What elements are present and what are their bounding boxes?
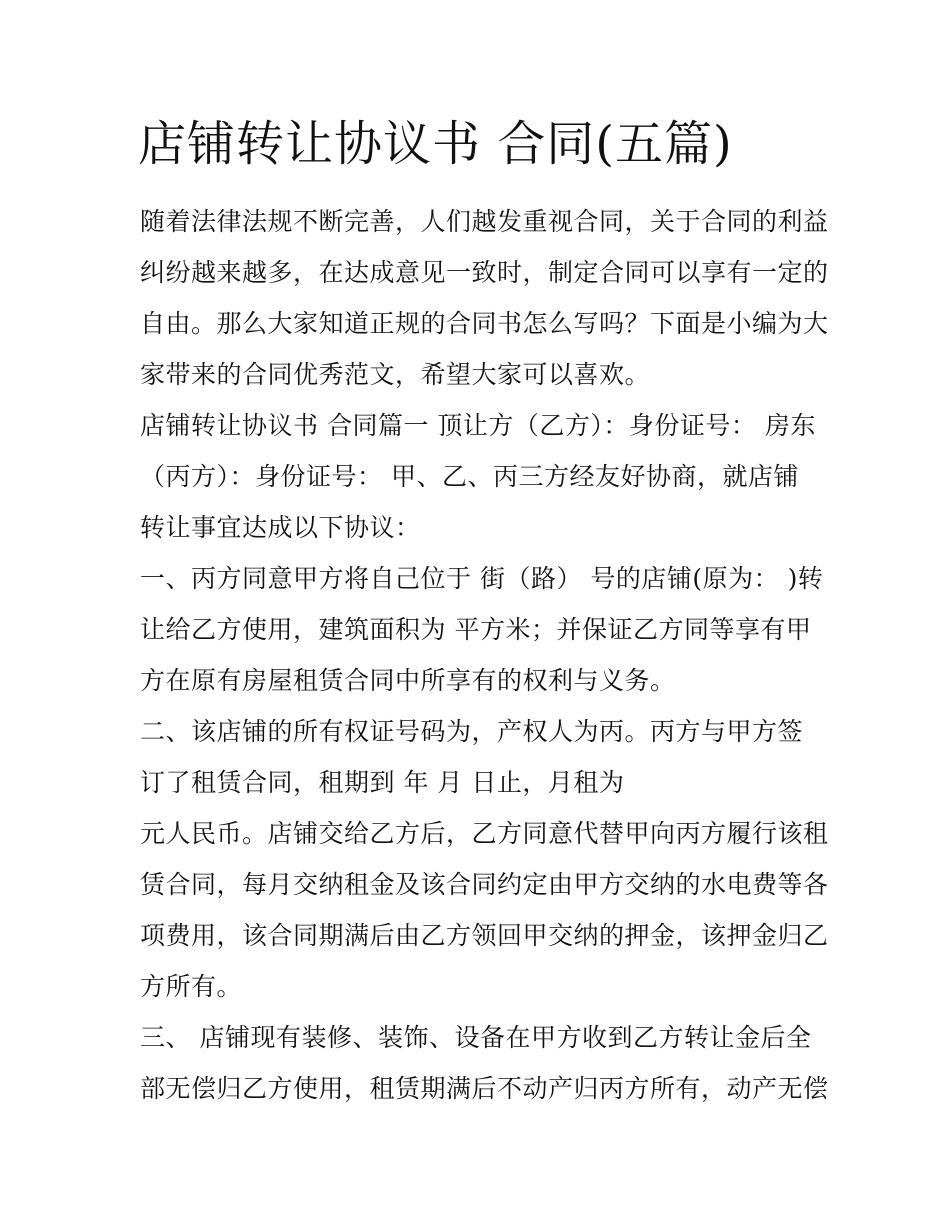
body-line: 一、丙方同意甲方将自己位于 街（路） 号的店铺(原为： )转 bbox=[140, 564, 824, 593]
body-line: 转让事宜达成以下协议： bbox=[140, 513, 421, 542]
body-line: 订了租赁合同，租期到 年 月 日止，月租为 bbox=[140, 768, 625, 797]
body-line: 家带来的合同优秀范文，希望大家可以喜欢。 bbox=[140, 360, 651, 389]
body-line: 方在原有房屋租赁合同中所享有的权利与义务。 bbox=[140, 666, 676, 695]
body-line: 赁合同，每月交纳租金及该合同约定由甲方交纳的水电费等各 bbox=[140, 870, 829, 899]
body-line: 店铺转让协议书 合同篇一 顶让方（乙方）：身份证号： 房东 bbox=[140, 411, 816, 440]
body-line: 二、该店铺的所有权证号码为，产权人为丙。丙方与甲方签 bbox=[140, 717, 804, 746]
body-line: 三、 店铺现有装修、装饰、设备在甲方收到乙方转让金后全 bbox=[140, 1023, 812, 1052]
document-title: 店铺转让协议书 合同(五篇) bbox=[138, 116, 733, 172]
body-line: 自由。那么大家知道正规的合同书怎么写吗？下面是小编为大 bbox=[140, 309, 829, 338]
body-line: 纠纷越来越多，在达成意见一致时，制定合同可以享有一定的 bbox=[140, 258, 829, 287]
body-line: 让给乙方使用，建筑面积为 平方米；并保证乙方同等享有甲 bbox=[140, 615, 812, 644]
body-line: 元人民币。店铺交给乙方后，乙方同意代替甲向丙方履行该租 bbox=[140, 819, 829, 848]
body-line: 项费用，该合同期满后由乙方领回甲交纳的押金，该押金归乙 bbox=[140, 921, 829, 950]
body-line: 随着法律法规不断完善，人们越发重视合同，关于合同的利益 bbox=[140, 207, 829, 236]
body-line: 方所有。 bbox=[140, 972, 243, 1001]
body-line: 部无偿归乙方使用，租赁期满后不动产归丙方所有，动产无偿 bbox=[140, 1074, 829, 1103]
body-line: （丙方）：身份证号： 甲、乙、丙三方经友好协商，就店铺 bbox=[140, 462, 799, 491]
